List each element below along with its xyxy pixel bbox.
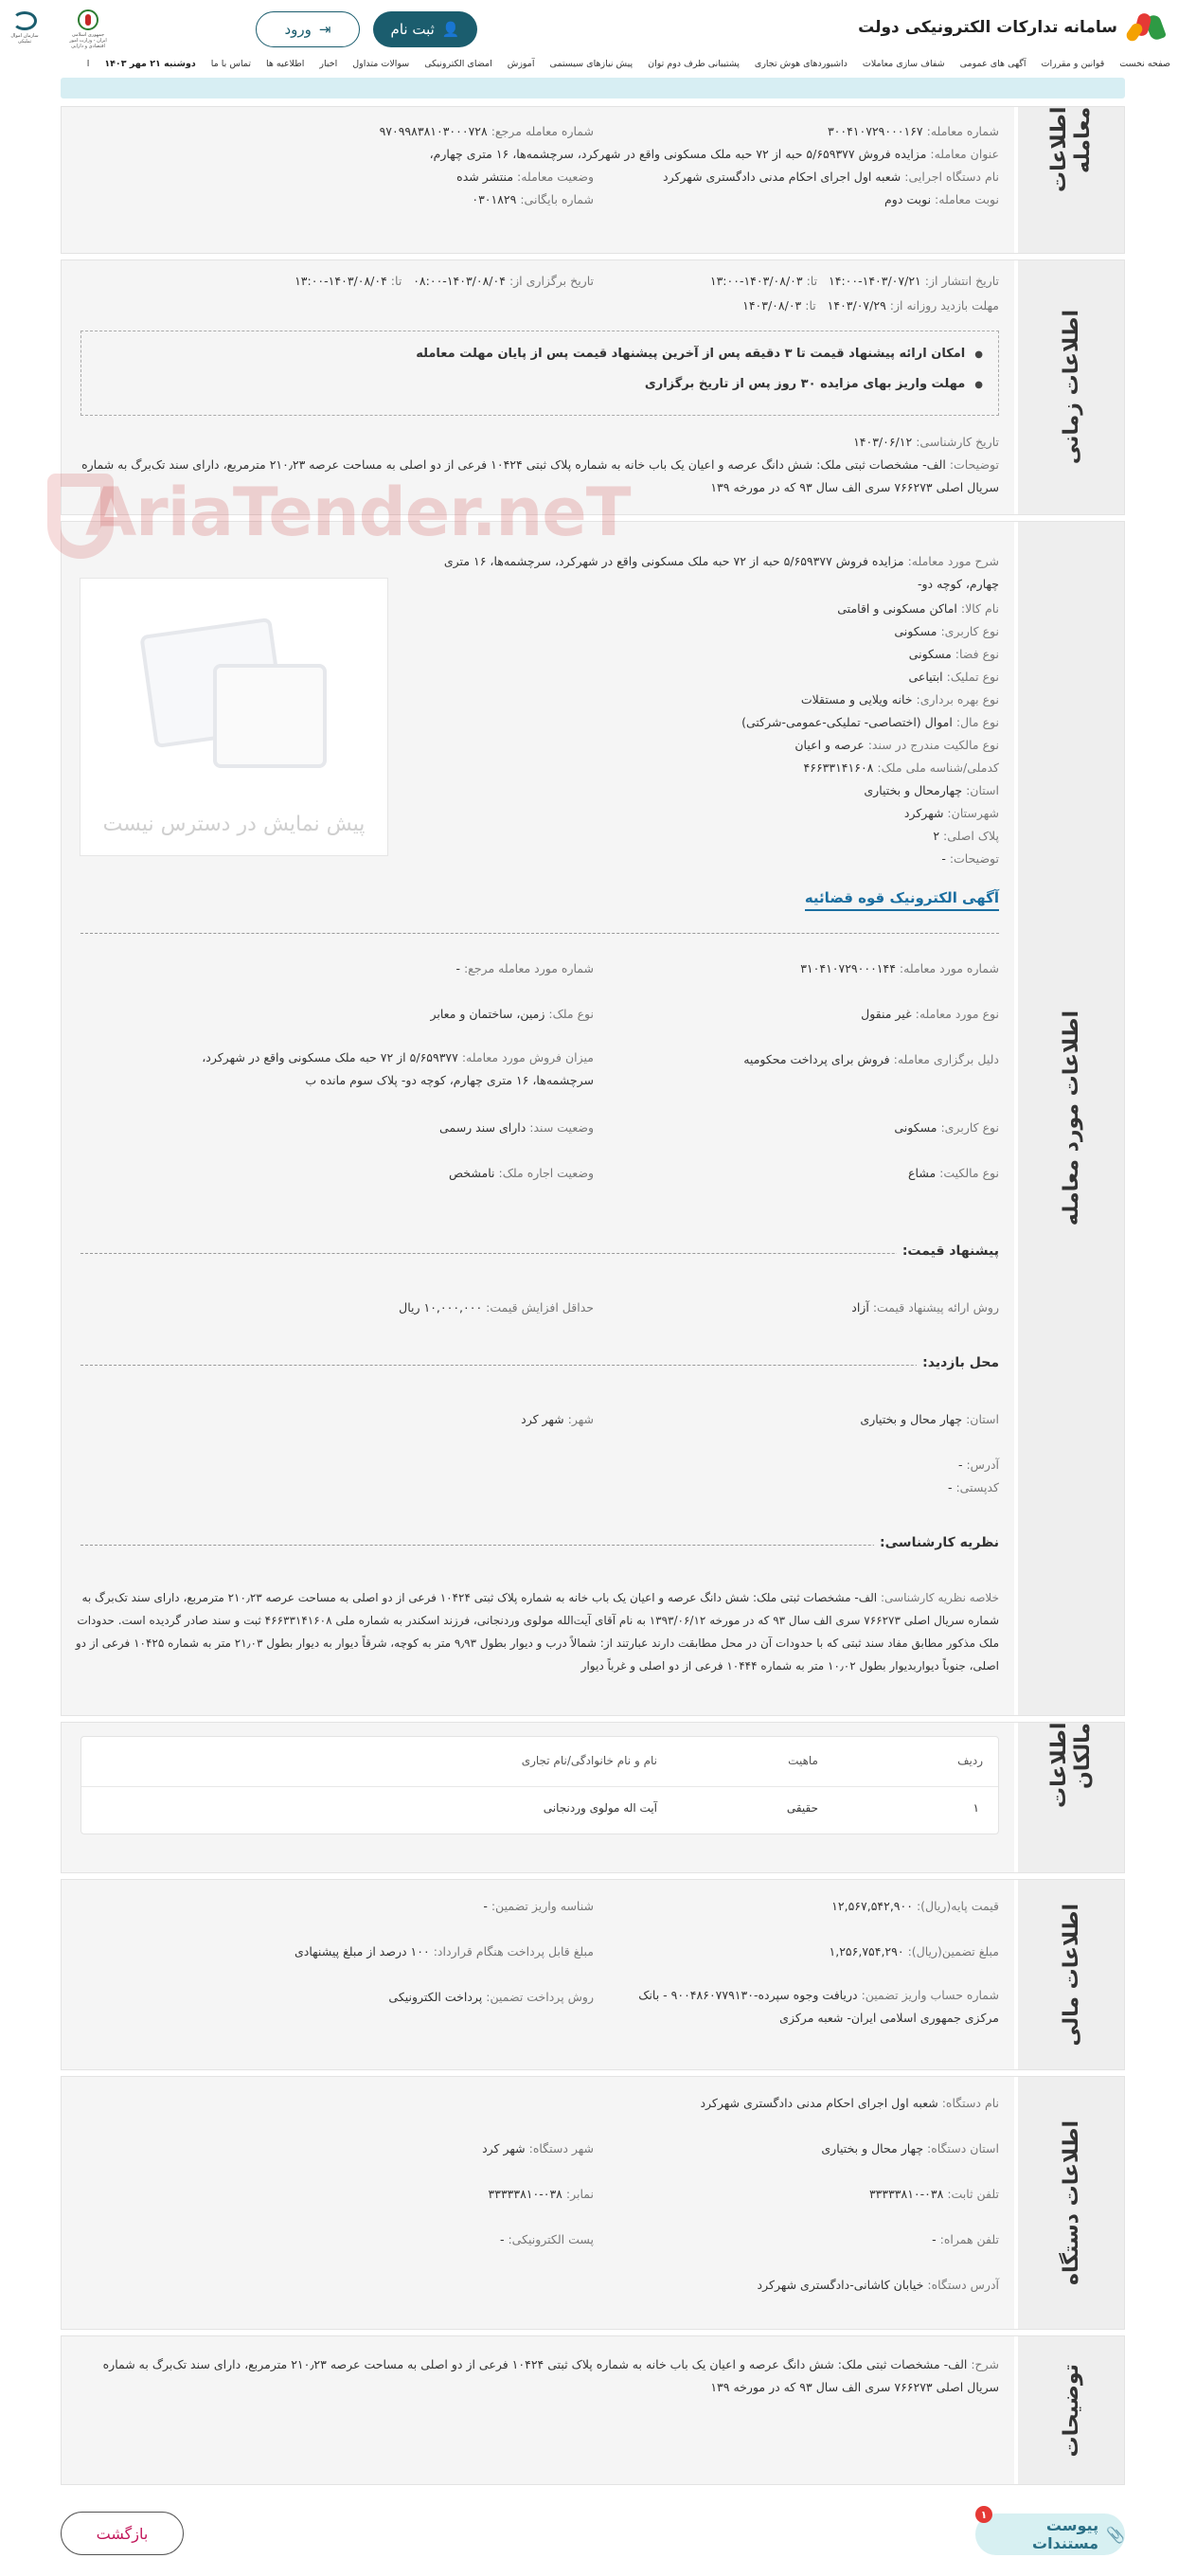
guarantee-account: شماره حساب واریز تضمین: دریافت وجوه سپرده-۹۰۰۴۸۶۰۷۷۹۱۳۰ - بانک مرکزی جمهوری اسلامی ایران- شعبه مرکزی	[638, 1988, 999, 2025]
deal-info-section	[61, 106, 1125, 254]
deal-status: وضعیت معامله: منتشر شده	[456, 170, 594, 184]
deal-number: شماره معامله: ۳۰۰۴۱۰۷۲۹۰۰۰۱۶۷	[827, 124, 999, 138]
item-use-type: نوع کاربری: مسکونی	[894, 1120, 999, 1135]
login-button[interactable]	[256, 11, 360, 47]
expert-heading: نظریه کارشناسی:	[874, 1535, 999, 1550]
item-province: استان: چهارمحال و بختیاری	[864, 783, 999, 797]
main-nav	[0, 55, 1178, 72]
agency-fax: نمابر: ۰۳۸-۳۳۳۳۳۸۱۰	[488, 2187, 594, 2201]
owner-row-type: حقیقی	[786, 1801, 818, 1815]
deal-round: نوبت معامله: نوبت دوم	[884, 192, 999, 206]
paperclip-icon: 📎	[1106, 2525, 1125, 2544]
base-price: قیمت پایه(ریال): ۱۲,۵۶۷,۵۴۲,۹۰۰	[831, 1899, 999, 1913]
finance-label: اطلاعات مالی	[1014, 1880, 1124, 2069]
rule-bullet-1: ● امکان ارائه پیشنهاد قیمت تا ۳ دقیقه پس از آخرین پیشنهاد قیمت پس از پایان مهلت معامله	[416, 347, 983, 361]
current-date: دوشنبه ۲۱ مهر ۱۴۰۳	[104, 58, 196, 69]
deal-reason: دلیل برگزاری معامله: فروش برای پرداخت محکومیه	[743, 1052, 999, 1066]
nav-item-bi-dashboards[interactable]: داشبوردهای هوش تجاری	[754, 58, 848, 69]
nav-item-support[interactable]: پشتیبانی طرف دوم توان	[648, 58, 740, 69]
utilization-type: نوع بهره برداری: خانه ویلایی و مستقلات	[800, 692, 999, 707]
guarantee-payment-method: روش پرداخت تضمین: پرداخت الکترونیکی	[388, 1990, 594, 2004]
nav-item-announcements[interactable]: اطلاعیه ها	[265, 58, 305, 69]
nav-trailing-text: ا	[86, 58, 90, 69]
item-number: شماره مورد معامله: ۳۱۰۴۱۰۷۲۹۰۰۰۱۴۴	[800, 961, 999, 975]
brand[interactable]	[858, 9, 1163, 45]
agency-city: شهر دستگاه: شهر کرد	[482, 2141, 594, 2156]
space-type: نوع فضا: مسکونی	[908, 647, 999, 661]
guarantee-amount: مبلغ تضمین(ریال): ۱,۲۵۶,۷۵۴,۲۹۰	[829, 1944, 999, 1959]
col-type-header: ماهیت	[788, 1754, 818, 1767]
col-row-header: ردیف	[957, 1754, 983, 1767]
visit-deadline: مهلت بازدید روزانه از: ۱۴۰۳/۰۷/۲۹ تا: ۱۴۰۳/۰۸/۰۳	[742, 298, 999, 313]
item-notes: توضیحات: -	[941, 851, 999, 866]
goods-name: نام کالا: اماکن مسکونی و اقامتی	[837, 601, 999, 616]
finance-section	[61, 1879, 1125, 2070]
notes-label: توضیحات	[1014, 2336, 1124, 2484]
item-type: نوع مورد معامله: غیر منقول	[861, 1007, 999, 1021]
gov-emblem-text: جمهوری اسلامی ایران - وزارت امور اقتصادی و دارایی	[69, 32, 107, 49]
agency-label: اطلاعات دستگاه	[1014, 2077, 1124, 2329]
agency-logo	[6, 11, 44, 47]
owners-table	[80, 1736, 999, 1834]
info-banner-strip	[61, 78, 1125, 98]
main-plate: پلاک اصلی: ۲	[933, 829, 999, 843]
visit-province: استان: چهار محال و بختیاری	[860, 1412, 999, 1426]
agency-address: آدرس دستگاه: خیابان کاشانی-دادگستری شهرکرد	[757, 2278, 999, 2292]
item-info-label: اطلاعات مورد معامله	[1014, 522, 1124, 1715]
register-button[interactable]	[373, 11, 477, 47]
col-name-header: نام و نام خانوادگی/نام تجاری	[521, 1754, 657, 1767]
notes-section	[61, 2335, 1125, 2485]
visit-address: آدرس: -	[957, 1458, 999, 1472]
agency-mobile: تلفن همراه: -	[932, 2232, 999, 2246]
min-increase: حداقل افزایش قیمت: ۱۰,۰۰۰,۰۰۰ ریال	[399, 1300, 594, 1315]
guarantee-id: شناسه واریز تضمین: -	[483, 1899, 594, 1913]
nav-item-training[interactable]: آموزش	[507, 58, 535, 69]
site-header	[0, 0, 1178, 57]
publish-date: تاریخ انتشار از: ۱۴۰۳/۰۷/۲۱-۱۴:۰۰ تا: ۱۴۰۳/۰۸/۰۳-۱۳:۰۰	[709, 274, 999, 288]
ownership-type: نوع تملیک: ابتیاعی	[908, 670, 999, 684]
owner-row-number: ۱	[973, 1801, 979, 1815]
use-type: نوع کاربری: مسکونی	[894, 624, 999, 638]
offer-heading: پیشنهاد قیمت:	[897, 1243, 999, 1259]
deal-info-label: اطلاعات معامله	[1014, 107, 1124, 253]
sale-share: میزان فروش مورد معامله: ۵/۶۵۹۳۷۷ از ۷۲ حبه ملک مسکونی واقع در شهرکرد، سرچشمه‌ها، ۱۶ متری چهارم، کوچه دو- پلاک سوم مانده ب	[202, 1050, 594, 1087]
visit-postal-code: کدپستی: -	[947, 1480, 999, 1494]
agency-phone: تلفن ثابت: ۰۳۸-۳۳۳۳۳۸۱۰	[868, 2187, 999, 2201]
deal-archive: شماره بایگانی: ۰۳۰۱۸۲۹	[472, 192, 594, 206]
visit-heading: محل بازدید:	[917, 1355, 999, 1370]
agency-section	[61, 2076, 1125, 2330]
time-info-label: اطلاعات زمانی	[1014, 260, 1124, 514]
contract-payment: مبلغ قابل پرداخت هنگام قرارداد: ۱۰۰ درصد از مبلغ پیشنهادی	[294, 1944, 594, 1959]
nav-item-news[interactable]: اخبار	[319, 58, 338, 69]
deal-title: عنوان معامله: مزایده فروش ۵/۶۵۹۳۷۷ حبه از ۷۲ حبه ملک مسکونی واقع در شهرکرد، سرچشمه‌ها، ۱۶ متری چهارم،	[429, 147, 999, 161]
item-county: شهرستان: شهرکرد	[903, 806, 999, 820]
nav-item-contact[interactable]: تماس با ما	[210, 58, 251, 69]
table-divider	[81, 1786, 998, 1787]
item-ref-number: شماره مورد معامله مرجع: -	[455, 961, 594, 975]
nav-item-requirements[interactable]: پیش نیازهای سیستمی	[549, 58, 634, 69]
nav-item-home[interactable]: صفحه نخست	[1119, 58, 1170, 69]
deal-ref-number: شماره معامله مرجع: ۹۷۰۹۹۸۳۸۱۰۳۰۰۰۷۲۸	[379, 124, 594, 138]
deed-status: وضعیت سند: دارای سند رسمی	[439, 1120, 594, 1135]
asset-type: نوع مال: اموال (اختصاصی- تملیکی-عمومی-شرکتی)	[741, 715, 999, 729]
item-ownership: نوع مالکیت: مشاع	[908, 1166, 999, 1180]
owners-label: اطلاعات مالکان	[1014, 1723, 1124, 1872]
attachments-label: پیوست مستندات	[1032, 2516, 1099, 2552]
gov-emblem-logo	[66, 9, 110, 49]
nav-item-transparency[interactable]: شفاف سازی معاملات	[862, 58, 945, 69]
agency-email: پست الکترونیکی: -	[499, 2232, 594, 2246]
rules-box	[80, 331, 999, 416]
gavel-illustration	[128, 607, 336, 778]
nav-item-public-ads[interactable]: آگهی های عمومی	[959, 58, 1026, 69]
offer-method: روش ارائه پیشنهاد قیمت: آزاد	[851, 1300, 999, 1315]
visit-city: شهر: شهر کرد	[521, 1412, 594, 1426]
back-button[interactable]: بازگشت	[61, 2512, 184, 2555]
deal-agency: نام دستگاه اجرایی: شعبه اول اجرای احکام مدنی دادگستری شهرکرد	[663, 170, 999, 184]
register-label: ثبت نام	[390, 21, 435, 38]
expert-summary: خلاصه نظریه کارشناسی: الف- مشخصات ثبتی ملک: شش دانگ عرصه و اعیان یک باب خانه به شماره پلاک ثبتی ۱۰۴۲۴ فرعی از دو اصلی به مساحت عرصه ۲۱۰٫۲۳ مترمربع، دارای سند تک‌برگ به شماره سریال اصلی ۷۶۶۲۷۳ سری الف سال ۹۳ که در مورخه ۱۳۹۳/۰۶/۱۲ به نام آقای آیت‌الله مولوی وردنجانی، فرزند اسکندر به شماره ملی ۴۶۶۳۳۱۴۱۶۰۸ ثبت و سند صادر گردیده است. حدودات ملک مذکور مطابق مفاد سند ثبتی که با حدودات آن در محل مطابقت دارند عبارتند از: شمالاً درب و دیوار بطول ۹٫۹۳ متر به کوچه، شرقاً دیوار به دیوار بطول ۲۱٫۰۳ متر به شماره ۱۰۴۲۵ فرعی از دو اصلی، جنوباً دیوار‌بدیوار بطول ۱۰٫۰۲ متر به شماره ۱۰۴۴۴ فرعی از دو اصلی و غرباً دیوار	[75, 1591, 999, 1673]
login-icon: ⇥	[318, 21, 331, 38]
rule-bullet-2: ● مهلت واریز بهای مزایده ۳۰ روز پس از تاریخ برگزاری	[645, 377, 983, 391]
agency-province: استان دستگاه: چهار محال و بختیاری	[821, 2141, 999, 2156]
attachments-count-badge: ۱	[975, 2506, 992, 2523]
notes-text: شرح: الف- مشخصات ثبتی ملک: شش دانگ عرصه و اعیان یک باب خانه به شماره پلاک ثبتی ۱۰۴۲۴ فرعی از دو اصلی به مساحت عرصه ۲۱۰٫۲۳ مترمربع، دارای سند تک‌برگ به شماره سریال اصلی ۷۶۶۲۷۳ سری الف سال ۹۳ که در مورخه ۱۳۹	[102, 2357, 999, 2394]
setad-logo	[1127, 9, 1163, 45]
agency-logo-text: سازمان اموال تملیکی	[10, 33, 39, 45]
no-preview-image	[80, 578, 388, 856]
watermark-text: AriaTender.neT	[85, 474, 631, 551]
nav-item-faq[interactable]: سوالات متداول	[352, 58, 410, 69]
time-description: توضیحات: الف- مشخصات ثبتی ملک: شش دانگ عرصه و اعیان یک باب خانه به شماره پلاک ثبتی ۱۰۴۲۴ فرعی از دو اصلی به مساحت عرصه ۲۱۰٫۲۳ مترمربع، دارای سند تک‌برگ به شماره سریال اصلی ۷۶۶۲۷۳ سری الف سال ۹۳ که در مورخه ۱۳۹	[81, 457, 999, 494]
property-national-id: کدملی/شناسه ملی ملک: ۴۶۶۳۳۱۴۱۶۰۸	[803, 760, 999, 775]
lease-status: وضعیت اجاره ملک: نامشخص	[448, 1166, 594, 1180]
divider	[80, 933, 999, 934]
add-user-icon: 👤	[441, 21, 460, 38]
login-label: ورود	[284, 21, 312, 38]
site-title: سامانه تدارکات الکترونیکی دولت	[858, 18, 1117, 37]
divider	[80, 1253, 999, 1254]
hold-date: تاریخ برگزاری از: ۱۴۰۳/۰۸/۰۴-۰۸:۰۰ تا: ۱۴۰۳/۰۸/۰۴-۱۳:۰۰	[294, 274, 594, 288]
expert-date: تاریخ کارشناسی: ۱۴۰۳/۰۶/۱۲	[853, 435, 999, 449]
owner-row-name: آیت اله مولوی وردنجانی	[543, 1801, 657, 1815]
owners-section	[61, 1722, 1125, 1873]
no-preview-caption: پیش نمایش در دسترس نیست	[102, 813, 366, 836]
divider	[80, 1365, 999, 1366]
agency-name: نام دستگاه: شعبه اول اجرای احکام مدنی دادگستری شهرکرد	[700, 2096, 999, 2110]
deed-ownership-type: نوع مالکیت مندرج در سند: عرصه و اعیان	[794, 738, 999, 752]
judiciary-ad-link[interactable]: آگهی الکترونیک قوه قضائیه	[805, 889, 999, 911]
nav-item-laws[interactable]: قوانین و مقررات	[1041, 58, 1105, 69]
nav-item-e-signature[interactable]: امضای الکترونیکی	[424, 58, 492, 69]
attachments-button[interactable]	[975, 2508, 1125, 2555]
divider	[80, 1545, 999, 1546]
item-description: شرح مورد معامله: مزایده فروش ۵/۶۵۹۳۷۷ حبه از ۷۲ حبه ملک مسکونی واقع در شهرکرد، سرچشمه‌ها، ۱۶ متری چهارم، کوچه دو-	[443, 554, 999, 591]
property-type: نوع ملک: زمین، ساختمان و معابر	[430, 1007, 594, 1021]
